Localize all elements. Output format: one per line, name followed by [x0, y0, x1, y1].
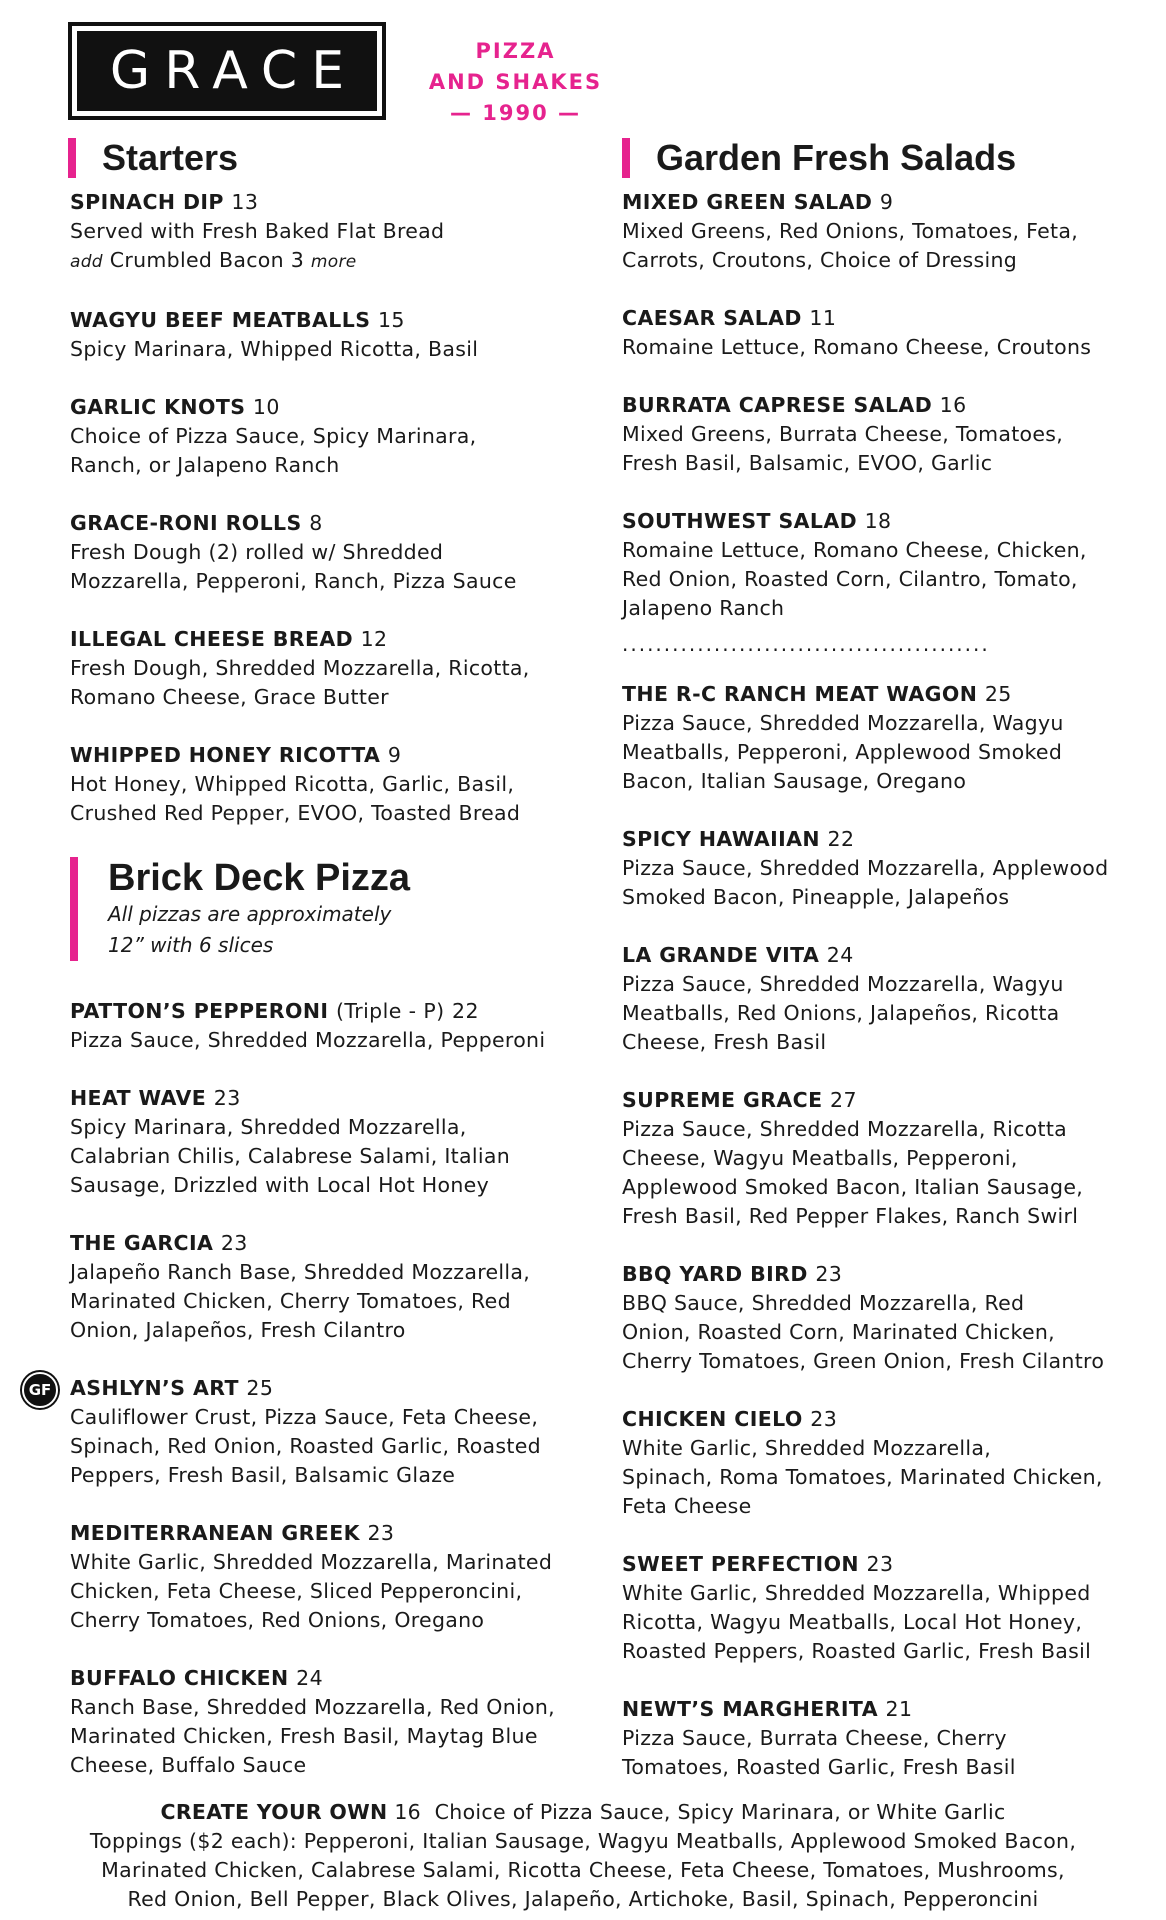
item-desc: Pizza Sauce, Burrata Cheese, Cherry	[622, 1726, 1007, 1750]
menu-item-garlic-knots	[70, 393, 590, 480]
item-price: 12	[360, 627, 388, 651]
item-desc: Feta Cheese	[622, 1494, 752, 1518]
menu-item-burrata-caprese-salad	[622, 391, 1142, 478]
pizza-note-line-1: All pizzas are approximately	[108, 902, 392, 926]
menu-item-illegal-cheese-bread	[70, 625, 590, 712]
menu-item-sweet-perfection	[622, 1550, 1142, 1666]
item-name: THE R-C RANCH MEAT WAGON	[622, 682, 978, 706]
item-name: THE GARCIA	[70, 1231, 214, 1255]
item-desc: Fresh Dough, Shredded Mozzarella, Ricotta,	[70, 656, 530, 680]
tagline-line-1: PIZZA	[475, 39, 556, 63]
grace-logo	[68, 22, 386, 120]
menu-item-rc-ranch-meat-wagon	[622, 680, 1142, 796]
item-desc: Spicy Marinara, Shredded Mozzarella,	[70, 1115, 467, 1139]
item-desc: Pizza Sauce, Shredded Mozzarella, Ricotta	[622, 1117, 1068, 1141]
item-desc: Meatballs, Pepperoni, Applewood Smoked	[622, 740, 1063, 764]
item-name: PATTON’S PEPPERONI	[70, 999, 329, 1023]
item-price: 18	[864, 509, 892, 533]
item-name: WHIPPED HONEY RICOTTA	[70, 743, 381, 767]
menu-item-bbq-yard-bird	[622, 1260, 1142, 1376]
item-desc: Jalapeño Ranch Base, Shredded Mozzarella,	[70, 1260, 531, 1284]
item-price: 23	[810, 1407, 838, 1431]
item-desc: Bacon, Italian Sausage, Oregano	[622, 769, 967, 793]
item-desc: Pizza Sauce, Shredded Mozzarella, Applewood	[622, 856, 1109, 880]
item-desc: Fresh Basil, Balsamic, EVOO, Garlic	[622, 451, 993, 475]
item-desc: Red Onion, Roasted Corn, Cilantro, Tomato,	[622, 567, 1078, 591]
logo-text: GRACE	[77, 31, 377, 111]
item-name: CHICKEN CIELO	[622, 1407, 803, 1431]
item-name: SPICY HAWAIIAN	[622, 827, 820, 851]
item-desc: Crushed Red Pepper, EVOO, Toasted Bread	[70, 801, 521, 825]
menu-item-spicy-hawaiian	[622, 825, 1142, 912]
create-your-own-heading	[60, 1798, 1106, 1827]
menu-item-la-grande-vita	[622, 941, 1142, 1057]
item-desc: Onion, Roasted Corn, Marinated Chicken,	[622, 1320, 1055, 1344]
item-desc: BBQ Sauce, Shredded Mozzarella, Red	[622, 1291, 1025, 1315]
tagline	[428, 36, 603, 129]
item-price: 16	[394, 1800, 422, 1824]
item-price: 8	[309, 511, 323, 535]
item-price: 25	[246, 1376, 274, 1400]
item-price: 23	[815, 1262, 843, 1286]
salads-heading: Garden Fresh Salads	[622, 138, 1142, 178]
item-name: GARLIC KNOTS	[70, 395, 246, 419]
item-name: GRACE-RONI ROLLS	[70, 511, 302, 535]
create-your-own-section	[60, 1798, 1106, 1914]
menu-item-whipped-honey-ricotta	[70, 741, 590, 828]
right-column	[622, 138, 1142, 1811]
menu-item-spinach-dip	[70, 188, 590, 277]
item-desc: Roasted Peppers, Roasted Garlic, Fresh Basil	[622, 1639, 1092, 1663]
pizza-heading-block	[70, 857, 590, 961]
gluten-free-badge-icon: GF	[22, 1372, 58, 1408]
item-desc: Cauliflower Crust, Pizza Sauce, Feta Cheese,	[70, 1405, 539, 1429]
item-desc: Pizza Sauce, Shredded Mozzarella, Wagyu	[622, 972, 1064, 996]
item-name: NEWT’S MARGHERITA	[622, 1697, 878, 1721]
item-desc: Mozzarella, Pepperoni, Ranch, Pizza Sauce	[70, 569, 517, 593]
item-desc: Meatballs, Red Onions, Jalapeños, Ricotta	[622, 1001, 1060, 1025]
menu-item-the-garcia	[70, 1229, 590, 1345]
starters-heading: Starters	[68, 138, 590, 178]
item-desc: Mixed Greens, Burrata Cheese, Tomatoes,	[622, 422, 1064, 446]
item-desc: Onion, Jalapeños, Fresh Cilantro	[70, 1318, 406, 1342]
menu-item-ashlyns-art	[28, 1374, 590, 1490]
item-desc: Spinach, Red Onion, Roasted Garlic, Roasted	[70, 1434, 541, 1458]
item-desc: Romaine Lettuce, Romano Cheese, Croutons	[622, 335, 1092, 359]
item-desc: Hot Honey, Whipped Ricotta, Garlic, Basil,	[70, 772, 515, 796]
item-desc: Calabrian Chilis, Calabrese Salami, Italian	[70, 1144, 511, 1168]
toppings-line: Red Onion, Bell Pepper, Black Olives, Jalapeño, Artichoke, Basil, Spinach, Pepperoncini	[127, 1887, 1039, 1911]
item-desc: Spinach, Roma Tomatoes, Marinated Chicken,	[622, 1465, 1103, 1489]
menu-item-buffalo-chicken	[70, 1664, 590, 1780]
item-name: BURRATA CAPRESE SALAD	[622, 393, 933, 417]
item-name: MIXED GREEN SALAD	[622, 190, 873, 214]
menu-item-newts-margherita	[622, 1695, 1142, 1782]
item-desc: Spicy Marinara, Whipped Ricotta, Basil	[70, 337, 479, 361]
item-price: 23	[367, 1521, 395, 1545]
item-desc: Pizza Sauce, Shredded Mozzarella, Wagyu	[622, 711, 1064, 735]
item-add-on: add Crumbled Bacon 3 more	[70, 248, 357, 272]
menu-item-supreme-grace	[622, 1086, 1142, 1231]
left-column	[28, 137, 590, 1809]
item-desc: Cheese, Buffalo Sauce	[70, 1753, 307, 1777]
item-desc: Marinated Chicken, Cherry Tomatoes, Red	[70, 1289, 511, 1313]
item-desc: Marinated Chicken, Fresh Basil, Maytag Blue	[70, 1724, 538, 1748]
item-desc: Jalapeno Ranch	[622, 596, 785, 620]
item-desc: Peppers, Fresh Basil, Balsamic Glaze	[70, 1463, 456, 1487]
item-price: 9	[387, 743, 402, 767]
item-price: 13	[231, 190, 259, 214]
item-name: LA GRANDE VITA	[622, 943, 820, 967]
item-desc: Cherry Tomatoes, Green Onion, Fresh Cilantro	[622, 1349, 1105, 1373]
item-name: SWEET PERFECTION	[622, 1552, 859, 1576]
item-name: HEAT WAVE	[70, 1086, 207, 1110]
item-desc: Fresh Basil, Red Pepper Flakes, Ranch Swirl	[622, 1204, 1079, 1228]
item-name: MEDITERRANEAN GREEK	[70, 1521, 360, 1545]
item-desc: Cheese, Wagyu Meatballs, Pepperoni,	[622, 1146, 1018, 1170]
menu-item-wagyu-meatballs	[70, 306, 590, 364]
item-name: CREATE YOUR OWN	[160, 1800, 388, 1824]
item-desc: Served with Fresh Baked Flat Bread	[70, 219, 445, 243]
item-name: SUPREME GRACE	[622, 1088, 823, 1112]
menu-item-southwest-salad	[622, 507, 1142, 623]
item-name: BUFFALO CHICKEN	[70, 1666, 289, 1690]
item-price: 24	[296, 1666, 324, 1690]
item-desc: White Garlic, Shredded Mozzarella, Whipped	[622, 1581, 1091, 1605]
menu-item-pattons-pepperoni	[70, 997, 590, 1055]
item-desc: White Garlic, Shredded Mozzarella, Marinated	[70, 1550, 553, 1574]
item-name: ASHLYN’S ART	[70, 1376, 239, 1400]
item-price: 27	[830, 1088, 857, 1112]
menu-item-grace-roni-rolls	[70, 509, 590, 596]
menu-item-mixed-green-salad	[622, 188, 1142, 275]
item-price: 10	[252, 395, 280, 419]
toppings-line: Marinated Chicken, Calabrese Salami, Ricotta Cheese, Feta Cheese, Tomatoes, Mushrooms,	[101, 1858, 1065, 1882]
item-price: 15	[377, 308, 405, 332]
item-price: 9	[879, 190, 894, 214]
menu-item-chicken-cielo	[622, 1405, 1142, 1521]
item-desc: Cherry Tomatoes, Red Onions, Oregano	[70, 1608, 485, 1632]
item-desc: White Garlic, Shredded Mozzarella,	[622, 1436, 992, 1460]
item-name: SPINACH DIP	[70, 190, 224, 214]
item-desc: Applewood Smoked Bacon, Italian Sausage,	[622, 1175, 1084, 1199]
item-price: 23	[213, 1086, 241, 1110]
item-desc: Romaine Lettuce, Romano Cheese, Chicken,	[622, 538, 1087, 562]
item-desc: Cheese, Fresh Basil	[622, 1030, 827, 1054]
item-price: 21	[885, 1697, 913, 1721]
item-desc: Ricotta, Wagyu Meatballs, Local Hot Honey,	[622, 1610, 1083, 1634]
item-desc: Ranch, or Jalapeno Ranch	[70, 453, 340, 477]
item-desc: Smoked Bacon, Pineapple, Jalapeños	[622, 885, 1010, 909]
item-desc: Ranch Base, Shredded Mozzarella, Red Onion,	[70, 1695, 555, 1719]
item-name: BBQ YARD BIRD	[622, 1262, 808, 1286]
item-name: WAGYU BEEF MEATBALLS	[70, 308, 371, 332]
dotted-divider: ............................................	[622, 634, 990, 654]
item-desc: Choice of Pizza Sauce, Spicy Marinara,	[70, 424, 477, 448]
item-desc: Fresh Dough (2) rolled w/ Shredded	[70, 540, 444, 564]
menu-item-heat-wave	[70, 1084, 590, 1200]
item-desc: Sausage, Drizzled with Local Hot Honey	[70, 1173, 489, 1197]
item-price: 16	[939, 393, 967, 417]
item-price: 24	[826, 943, 854, 967]
item-desc: Pizza Sauce, Shredded Mozzarella, Pepperoni	[70, 1028, 546, 1052]
item-desc: Mixed Greens, Red Onions, Tomatoes, Feta,	[622, 219, 1079, 243]
item-name: CAESAR SALAD	[622, 306, 802, 330]
toppings-line: Toppings ($2 each): Pepperoni, Italian Sausage, Wagyu Meatballs, Applewood Smoked Bacon,	[89, 1829, 1077, 1853]
item-desc: Carrots, Croutons, Choice of Dressing	[622, 248, 1018, 272]
item-price: 11	[809, 306, 837, 330]
menu-item-mediterranean-greek	[70, 1519, 590, 1635]
menu-item-caesar-salad	[622, 304, 1142, 362]
pizza-note-line-2: 12” with 6 slices	[108, 933, 274, 957]
item-desc: Chicken, Feta Cheese, Sliced Pepperoncini,	[70, 1579, 523, 1603]
item-desc: Romano Cheese, Grace Butter	[70, 685, 389, 709]
item-price: 22	[827, 827, 855, 851]
item-desc: Choice of Pizza Sauce, Spicy Marinara, or White Garlic	[434, 1800, 1006, 1824]
item-price: 25	[984, 682, 1012, 706]
item-desc: Tomatoes, Roasted Garlic, Fresh Basil	[622, 1755, 1016, 1779]
item-name: SOUTHWEST SALAD	[622, 509, 858, 533]
item-name: ILLEGAL CHEESE BREAD	[70, 627, 354, 651]
item-price: 23	[220, 1231, 248, 1255]
item-price: 23	[866, 1552, 894, 1576]
tagline-line-2: AND SHAKES	[428, 70, 603, 94]
pizza-heading: Brick Deck Pizza	[108, 857, 411, 899]
tagline-line-3: — 1990 —	[449, 101, 582, 125]
item-price: 22	[452, 999, 479, 1023]
item-extra: (Triple - P)	[335, 999, 445, 1023]
